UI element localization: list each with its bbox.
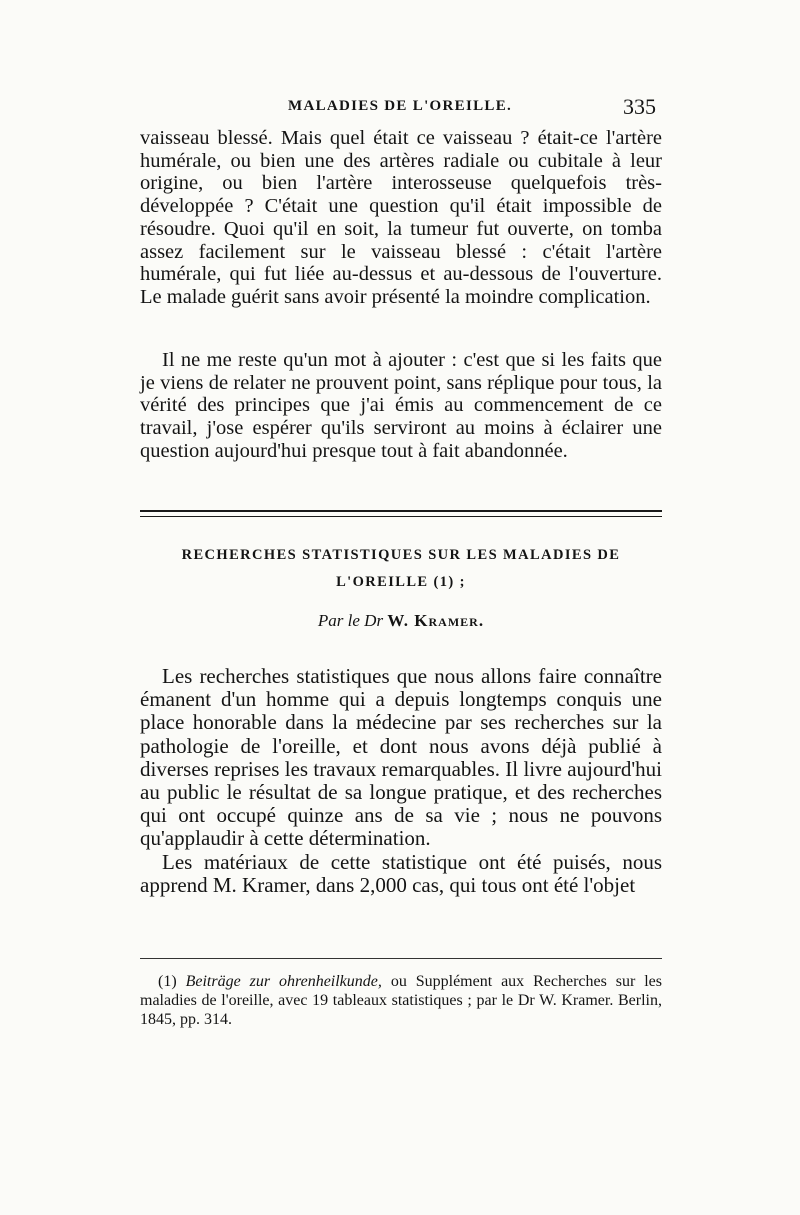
byline-prefix: Par le Dr bbox=[317, 611, 384, 630]
running-head bbox=[140, 94, 662, 124]
paragraph-text: vaisseau blessé. Mais quel était ce vaisseau ? était-ce l'artère humérale, ou bien une des artères radiale ou cubitale à leur origine, ou bien l'artère interosseuse quelquefois très-développée ? C'était une question qu'il était impossible de résoudre. Quoi qu'il en soit, la tumeur fut ouverte, on tomba assez facilement sur le vaisseau blessé : c'était l'artère humérale, qui fut liée au-dessus et au-dessous de l'ouverture. Le malade guérit sans avoir présenté la moindre complication. bbox=[140, 127, 662, 308]
running-title: MALADIES DE L'OREILLE. bbox=[288, 98, 513, 114]
footnote-marker: (1) bbox=[158, 973, 177, 990]
section-separator-thick bbox=[140, 510, 662, 512]
footnote-citation: Beiträge zur ohrenheilkunde, bbox=[185, 973, 382, 990]
footnote bbox=[140, 972, 662, 1029]
paragraph-text: Il ne me reste qu'un mot à ajouter : c'est que si les faits que je viens de relater ne prouvent point, sans réplique pour tous, la vérité des principes que j'ai émis au commencement de ce travail, j'ose espérer qu'ils serviront au moins à éclairer une question aujourd'hui presque tout à fait abandonnée. bbox=[140, 349, 662, 462]
section-separator-thin bbox=[140, 516, 662, 517]
page-number: 335 bbox=[623, 94, 656, 119]
paragraph-text: Les matériaux de cette statistique ont été puisés, nous apprend M. Kramer, dans 2,000 cas, qui tous ont été l'objet bbox=[140, 849, 662, 897]
paragraph-text: Les recherches statistiques que nous allons faire connaître émanent d'un homme qui a depuis longtemps conquis une place honorable dans la médecine par ses recherches sur la pathologie de l'oreille, et dont nous avons déjà publié à diverses reprises les travaux remarquables. Il livre aujourd'hui au public le résultat de sa longue pratique, et des recherches qui ont occupé quinze ans de sa vie ; nous ne pouvons qu'applaudir à cette détermination. bbox=[140, 664, 662, 851]
article-title bbox=[140, 542, 662, 596]
article-byline bbox=[140, 611, 662, 631]
article-title-line-1: RECHERCHES STATISTIQUES SUR LES MALADIES DE bbox=[181, 547, 621, 563]
footnote-rule bbox=[140, 958, 662, 959]
article-title-line-2: L'OREILLE (1) ; bbox=[336, 574, 466, 590]
paragraph-closing bbox=[140, 349, 662, 463]
paragraph-continuation bbox=[140, 127, 662, 309]
footnote-text: ou Supplément aux Recherches sur les maladies de l'oreille, avec 19 tableaux statistiques ; par le Dr W. Kramer. Berlin, 1845, pp. 314. bbox=[140, 973, 662, 1028]
article-body bbox=[140, 665, 662, 897]
byline-author: W. Kramer. bbox=[387, 611, 485, 630]
